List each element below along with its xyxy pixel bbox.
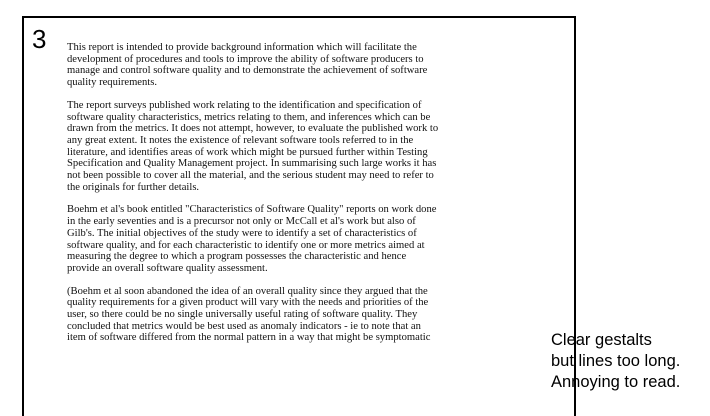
annotation-line-1: Clear gestalts <box>551 331 652 349</box>
annotation-note <box>551 330 680 393</box>
paragraph-4: (Boehm et al soon abandoned the idea of an overall quality since they argued that the quality requirements for a given product will vary with the needs and priorities of the user, so there could be no single universally useful rating of software quality. They concluded that metrics would be best used as anomaly indicators - ie to note that an item of software differed from the normal pattern in a way that might be symptomatic <box>67 285 431 344</box>
paragraph-3: Boehm et al's book entitled "Characteristics of Software Quality" reports on work done in the early seventies and is a precursor not only or McCall et al's work but also of Gilb's. The initial objectives of the study were to identify a set of characteristics of software quality, and for each characteristic to identify one or more metrics aimed at measuring the degree to which a program possesses the characteristic and hence provide an overall software quality assessment. <box>67 204 437 274</box>
annotation-line-2: but lines too long. <box>551 352 681 370</box>
page-number: 3 <box>32 24 47 54</box>
document-page <box>22 16 576 416</box>
paragraph-2: The report surveys published work relating to the identification and specification of software quality characteristics, metrics relating to them, and inferences which can be drawn from the metrics. It does not attempt, however, to evaluate the published work to any great extent. It notes the existence of relevant software tools referred to in the literature, and identifies areas of work which might be pursued further within Testing Specification and Quality Management project. In summarising such large works it has not been possible to cover all the material, and the serious student may need to refer to the originals for further details. <box>67 99 439 193</box>
annotation-line-3: Annoying to read. <box>551 373 681 391</box>
paragraph-1: This report is intended to provide background information which will facilitate the development of procedures and tools to improve the ability of software producers to manage and control software quality and to demonstrate the achievement of software quality requirements. <box>67 42 428 89</box>
document-body <box>67 42 507 355</box>
